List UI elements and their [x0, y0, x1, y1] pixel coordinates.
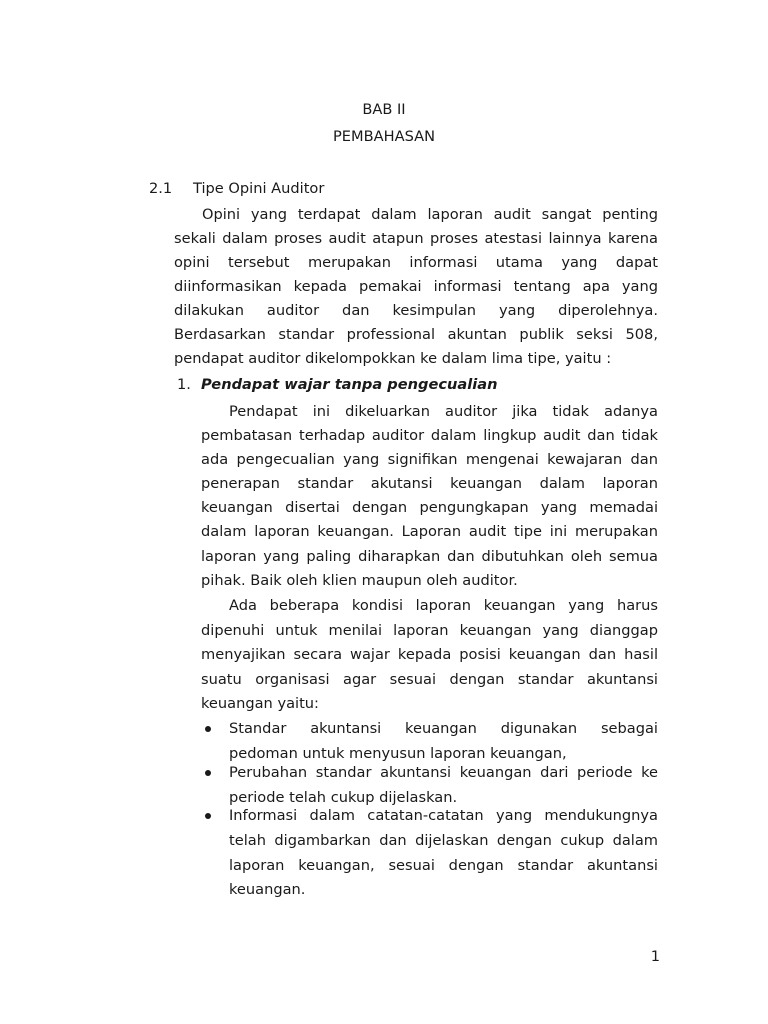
intro-line: sekali dalam proses audit atapun proses atestasi lainnya karena: [174, 230, 658, 247]
section-number: 2.1: [149, 180, 173, 197]
paragraph-line: keuangan disertai dengan pengungkapan yang memadai: [201, 499, 658, 516]
paragraph-line: ada pengecualian yang signifikan mengenai kewajaran dan: [201, 451, 658, 468]
bullet-line: pedoman untuk menyusun laporan keuangan,: [229, 745, 567, 762]
paragraph-line: dipenuhi untuk menilai laporan keuangan yang dianggap: [201, 622, 658, 639]
bullet-line: Informasi dalam catatan-catatan yang mendukungnya: [229, 807, 658, 824]
page-number: 1: [650, 948, 660, 965]
bullet-line: Perubahan standar akuntansi keuangan dari periode ke: [229, 764, 658, 781]
bullet-line: laporan keuangan, sesuai dengan standar akuntansi: [229, 857, 658, 874]
paragraph-line: Ada beberapa kondisi laporan keuangan yang harus: [229, 597, 658, 614]
intro-line: Berdasarkan standar professional akuntan publik seksi 508,: [174, 326, 658, 343]
paragraph-line: keuangan yaitu:: [201, 695, 319, 712]
paragraph-line: pihak. Baik oleh klien maupun oleh auditor.: [201, 572, 518, 589]
bullet-line: keuangan.: [229, 881, 306, 898]
paragraph-line: laporan yang paling diharapkan dan dibutuhkan oleh semua: [201, 548, 658, 565]
paragraph-line: dalam laporan keuangan. Laporan audit tipe ini merupakan: [201, 523, 658, 540]
intro-line: diinformasikan kepada pemakai informasi tentang apa yang: [174, 278, 658, 295]
bullet-line: Standar akuntansi keuangan digunakan sebagai: [229, 720, 658, 737]
bullet-line: periode telah cukup dijelaskan.: [229, 789, 458, 806]
intro-line: pendapat auditor dikelompokkan ke dalam lima tipe, yaitu :: [174, 350, 612, 367]
item-title: Pendapat wajar tanpa pengecualian: [201, 376, 498, 393]
item-number: 1.: [177, 376, 191, 393]
bullet-icon: [205, 726, 211, 732]
intro-line: Opini yang terdapat dalam laporan audit sangat penting: [202, 206, 658, 223]
bullet-icon: [205, 813, 211, 819]
paragraph-line: penerapan standar akutansi keuangan dalam laporan: [201, 475, 658, 492]
bullet-icon: [205, 770, 211, 776]
intro-line: opini tersebut merupakan informasi utama yang dapat: [174, 254, 658, 271]
paragraph-line: suatu organisasi agar sesuai dengan standar akuntansi: [201, 671, 658, 688]
paragraph-line: menyajikan secara wajar kepada posisi keuangan dan hasil: [201, 646, 658, 663]
section-title: Tipe Opini Auditor: [193, 180, 325, 197]
paragraph-line: Pendapat ini dikeluarkan auditor jika tidak adanya: [229, 403, 658, 420]
chapter-title: PEMBAHASAN: [333, 128, 435, 145]
bullet-line: telah digambarkan dan dijelaskan dengan cukup dalam: [229, 832, 658, 849]
chapter-label: BAB II: [362, 101, 406, 118]
paragraph-line: pembatasan terhadap auditor dalam lingkup audit dan tidak: [201, 427, 658, 444]
intro-line: dilakukan auditor dan kesimpulan yang diperolehnya.: [174, 302, 658, 319]
